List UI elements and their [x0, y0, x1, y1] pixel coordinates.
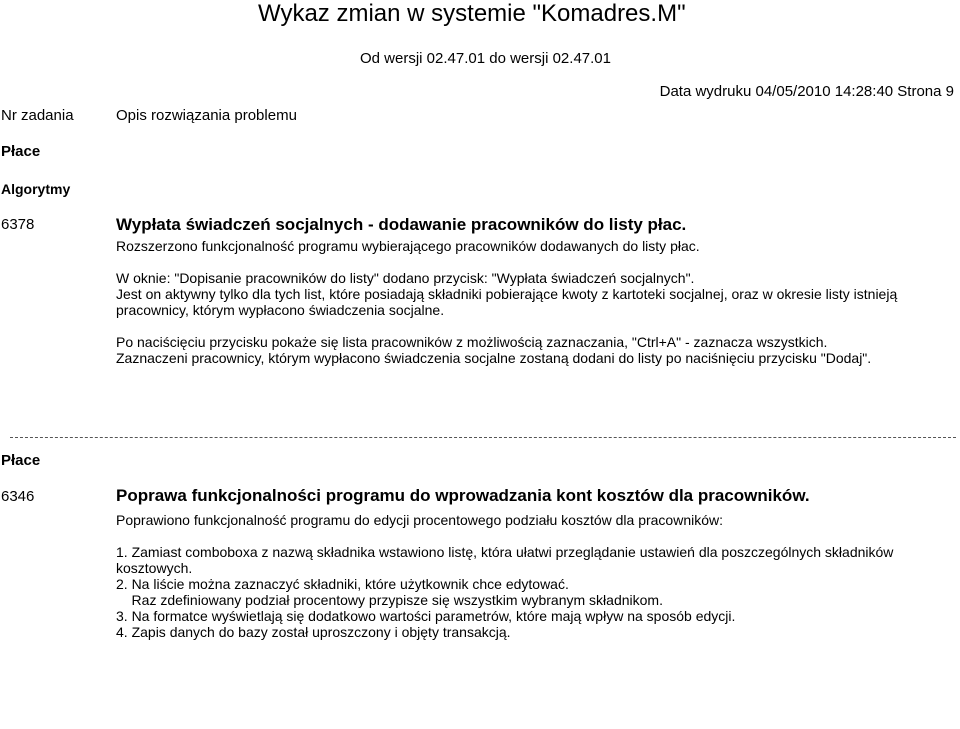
task-title: Poprawa funkcjonalności programu do wprowadzania kont kosztów dla pracowników.	[116, 486, 810, 505]
description-line: kosztowych.	[116, 560, 193, 576]
subsection-heading: Algorytmy	[1, 181, 71, 197]
description-line: Raz zdefiniowany podział procentowy przypisze się wszystkim wybranym składnikom.	[116, 592, 663, 608]
description-line: Rozszerzono funkcjonalność programu wybierającego pracowników dodawanych do listy płac.	[116, 238, 700, 254]
task-number: 6346	[1, 488, 35, 505]
description-line: 4. Zapis danych do bazy został uproszczony i objęty transakcją.	[116, 624, 511, 640]
section-heading: Płace	[1, 143, 41, 160]
report-title: Wykaz zmian w systemie "Komadres.M"	[258, 0, 686, 27]
description-line: Jest on aktywny tylko dla tych list, które posiadają składniki pobierające kwoty z kartoteki socjalnej, oraz w okresie listy istnieją	[116, 286, 898, 302]
column-header-task-no: Nr zadania	[1, 107, 74, 124]
description-line: 1. Zamiast comboboxa z nazwą składnika wstawiono listę, która ułatwi przeglądanie ustawień dla poszczególnych składników	[116, 544, 894, 560]
version-range: Od wersji 02.47.01 do wersji 02.47.01	[360, 50, 611, 67]
description-line: Po naciścięciu przycisku pokaże się lista pracowników z możliwością zaznaczania, "Ctrl+A" - zaznacza wszystkich.	[116, 334, 828, 350]
task-number: 6378	[1, 216, 35, 233]
description-line: Poprawiono funkcjonalność programu do edycji procentowego podziału kosztów dla pracowników:	[116, 512, 724, 528]
description-line: pracownicy, którym wypłacono świadczenia socjalne.	[116, 302, 445, 318]
description-line: 2. Na liście można zaznaczyć składniki, które użytkownik chce edytować.	[116, 576, 569, 592]
print-info: Data wydruku 04/05/2010 14:28:40 Strona 9	[659, 83, 954, 100]
description-line: W oknie: "Dopisanie pracowników do listy" dodano przycisk: "Wypłata świadczeń socjalnych".	[116, 270, 695, 286]
column-header-description: Opis rozwiązania problemu	[116, 107, 297, 124]
section-heading: Płace	[1, 452, 41, 469]
section-divider	[10, 437, 956, 438]
task-description	[116, 512, 954, 640]
description-line: Zaznaczeni pracownicy, którym wypłacono świadczenia socjalne zostaną dodani do listy po naciśnięciu przycisku "Dodaj".	[116, 350, 872, 366]
task-title: Wypłata świadczeń socjalnych - dodawanie pracowników do listy płac.	[116, 215, 687, 234]
task-description	[116, 238, 954, 366]
description-line: 3. Na formatce wyświetlają się dodatkowo wartości parametrów, które mają wpływ na sposób edycji.	[116, 608, 736, 624]
